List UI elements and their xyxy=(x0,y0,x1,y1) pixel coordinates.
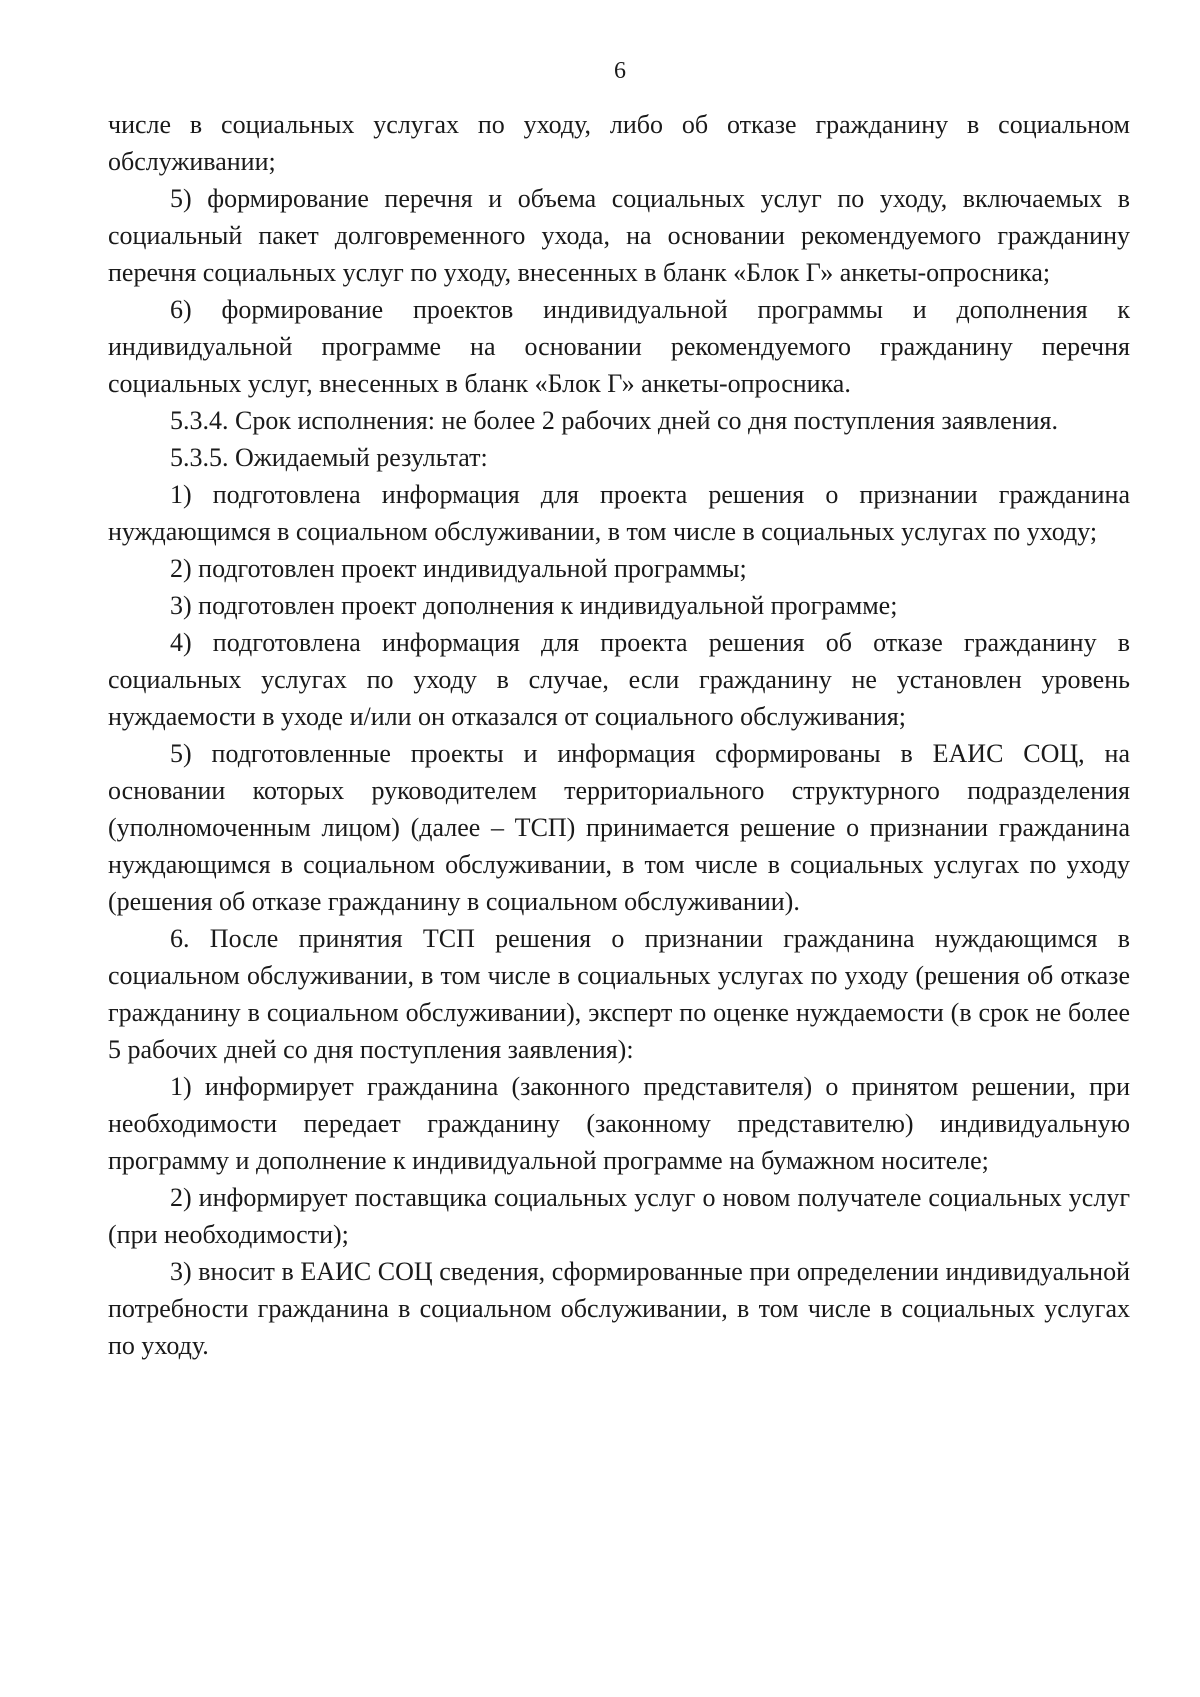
clause-6-item-1: 1) информирует гражданина (законного представителя) о принятом решении, при необходимости передает гражданину (законному представителю) индивидуальную программу и дополнение к индивидуальной программе на бумажном носителе; xyxy=(108,1072,1130,1175)
list-item-5-service-list: 5) формирование перечня и объема социальных услуг по уходу, включаемых в социальный пакет долговременного ухода, на основании рекомендуемого гражданину перечня социальных услуг по уходу, внесенных в бланк «Блок Г» анкеты-опросника; xyxy=(108,184,1130,287)
clause-6-item-2: 2) информирует поставщика социальных услуг о новом получателе социальных услуг (при необходимости); xyxy=(108,1183,1130,1249)
list-item-6-program-drafts: 6) формирование проектов индивидуальной программы и дополнения к индивидуальной программе на основании рекомендуемого гражданину перечня социальных услуг, внесенных в бланк «Блок Г» анкеты-опросника. xyxy=(108,295,1130,398)
result-item-1: 1) подготовлена информация для проекта решения о признании гражданина нуждающимся в социальном обслуживании, в том числе в социальных услугах по уходу; xyxy=(108,480,1130,546)
result-item-3: 3) подготовлен проект дополнения к индивидуальной программе; xyxy=(170,591,898,620)
result-item-4: 4) подготовлена информация для проекта решения об отказе гражданину в социальных услугах по уходу в случае, если гражданину не установлен уровень нуждаемости в уходе и/или он отказался от социального обслуживания; xyxy=(108,628,1130,731)
clause-5-3-4: 5.3.4. Срок исполнения: не более 2 рабочих дней со дня поступления заявления. xyxy=(170,406,1058,435)
result-item-2: 2) подготовлен проект индивидуальной программы; xyxy=(170,554,747,583)
clause-6-item-3: 3) вносит в ЕАИС СОЦ сведения, сформированные при определении индивидуальной потребности гражданина в социальном обслуживании, в том числе в социальных услугах по уходу. xyxy=(108,1257,1130,1360)
result-item-5: 5) подготовленные проекты и информация сформированы в ЕАИС СОЦ, на основании которых руководителем территориального структурного подразделения (уполномоченным лицом) (далее – ТСП) принимается решение о признании гражданина нуждающимся в социальном обслуживании, в том числе в социальных услугах по уходу (решения об отказе гражданину в социальном обслуживании). xyxy=(108,739,1130,916)
paragraph-continuation: числе в социальных услугах по уходу, либо об отказе гражданину в социальном обслуживании; xyxy=(108,110,1130,176)
clause-5-3-5: 5.3.5. Ожидаемый результат: xyxy=(170,443,488,472)
document-body xyxy=(108,106,1130,1364)
page-number: 6 xyxy=(614,58,626,84)
clause-6: 6. После принятия ТСП решения о признании гражданина нуждающимся в социальном обслуживании, в том числе в социальных услугах по уходу (решения об отказе гражданину в социальном обслуживании), эксперт по оценке нуждаемости (в срок не более 5 рабочих дней со дня поступления заявления): xyxy=(108,924,1130,1064)
